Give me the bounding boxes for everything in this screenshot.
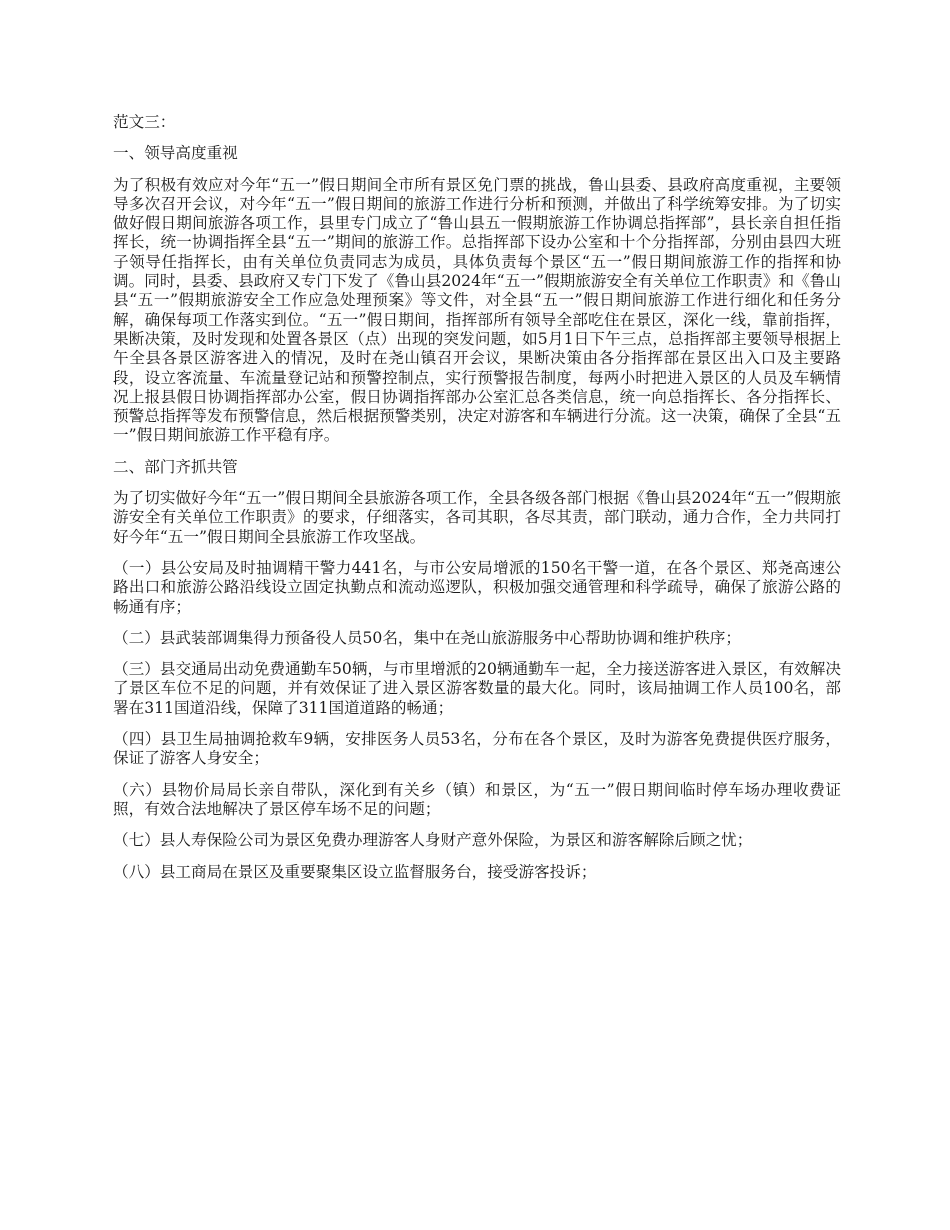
section-2-paragraph-5: （四）县卫生局抽调抢救车9辆，安排医务人员53名，分布在各个景区，及时为游客免费提供医疗服务，保证了游客人身安全； (113, 730, 841, 768)
document-title: 范文三： (113, 113, 176, 131)
section-2-paragraph-2: （一）县公安局及时抽调精干警力441名，与市公安局增派的150名干警一道，在各个景区、郑尧高速公路出口和旅游公路沿线设立固定执勤点和流动巡逻队，积极加强交通管理和科学疏导，确保了旅游公路的畅通有序； (113, 558, 841, 616)
section-2-paragraph-4: （三）县交通局出动免费通勤车50辆，与市里增派的20辆通勤车一起，全力接送游客进入景区，有效解决了景区车位不足的问题，并有效保证了进入景区游客数量的最大化。同时，该局抽调工作人员100名，部署在311国道沿线，保障了311国道道路的畅通； (113, 660, 841, 717)
section-2-paragraph-1: 为了切实做好今年“五一”假日期间全县旅游各项工作，全县各级各部门根据《鲁山县2024年“五一”假期旅游安全有关单位工作职责》的要求，仔细落实，各司其职，各尽其责，部门联动，通力合作，全力共同打好今年“五一”假日期间全县旅游工作攻坚战。 (113, 489, 841, 546)
section-2-paragraph-8: （八）县工商局在景区及重要聚集区设立监督服务台，接受游客投诉； (113, 862, 597, 881)
section-heading-1: 一、领导高度重视 (113, 144, 238, 163)
section-heading-2: 二、部门齐抓共管 (113, 457, 238, 476)
section-2-paragraph-3: （二）县武装部调集得力预备役人员50名，集中在尧山旅游服务中心帮助协调和维护秩序； (113, 628, 741, 647)
section-1-paragraph-1: 为了积极有效应对今年“五一”假日期间全市所有景区免门票的挑战，鲁山县委、县政府高度重视，主要领导多次召开会议，对今年“五一”假日期间的旅游工作进行分析和预测，并做出了科学统筹安排。为了切实做好假日期间旅游各项工作，县里专门成立了“鲁山县五一假期旅游工作协调总指挥部”，县长亲自担任指挥长，统一协调指挥全县“五一”期间的旅游工作。总指挥部下设办公室和十个分指挥部，分别由县四大班子领导任指挥长，由有关单位负责同志为成员，具体负责每个景区“五一”假日期间旅游工作的指挥和协调。同时，县委、县政府又专门下发了《鲁山县2024年“五一”假期旅游安全有关单位工作职责》和《鲁山县“五一”假期旅游安全工作应急处理预案》等文件，对全县“五一”假日期间旅游工作进行细化和任务分解，确保每项工作落实到位。“五一”假日期间，指挥部所有领导全部吃住在景区，深化一线，靠前指挥，果断决策，及时发现和处置各景区（点）出现的突发问题，如5月1日下午三点，总指挥部主要领导根据上午全县各景区游客进入的情况，及时在尧山镇召开会议，果断决策由各分指挥部在景区出入口及主要路段，设立客流量、车流量登记站和预警控制点，实行预警报告制度，每两小时把进入景区的人员及车辆情况上报县假日协调指挥部办公室，假日协调指挥部办公室汇总各类信息，统一向总指挥长、各分指挥长、预警总指挥等发布预警信息，然后根据预警类别，决定对游客和车辆进行分流。这一决策，确保了全县“五一”假日期间旅游工作平稳有序。 (113, 175, 841, 445)
document-page (113, 113, 841, 894)
section-2-paragraph-7: （七）县人寿保险公司为景区免费办理游客人身财产意外保险，为景区和游客解除后顾之忧； (113, 831, 753, 850)
section-2-paragraph-6: （六）县物价局局长亲自带队，深化到有关乡（镇）和景区，为“五一”假日期间临时停车场办理收费证照，有效合法地解决了景区停车场不足的问题； (113, 780, 841, 818)
